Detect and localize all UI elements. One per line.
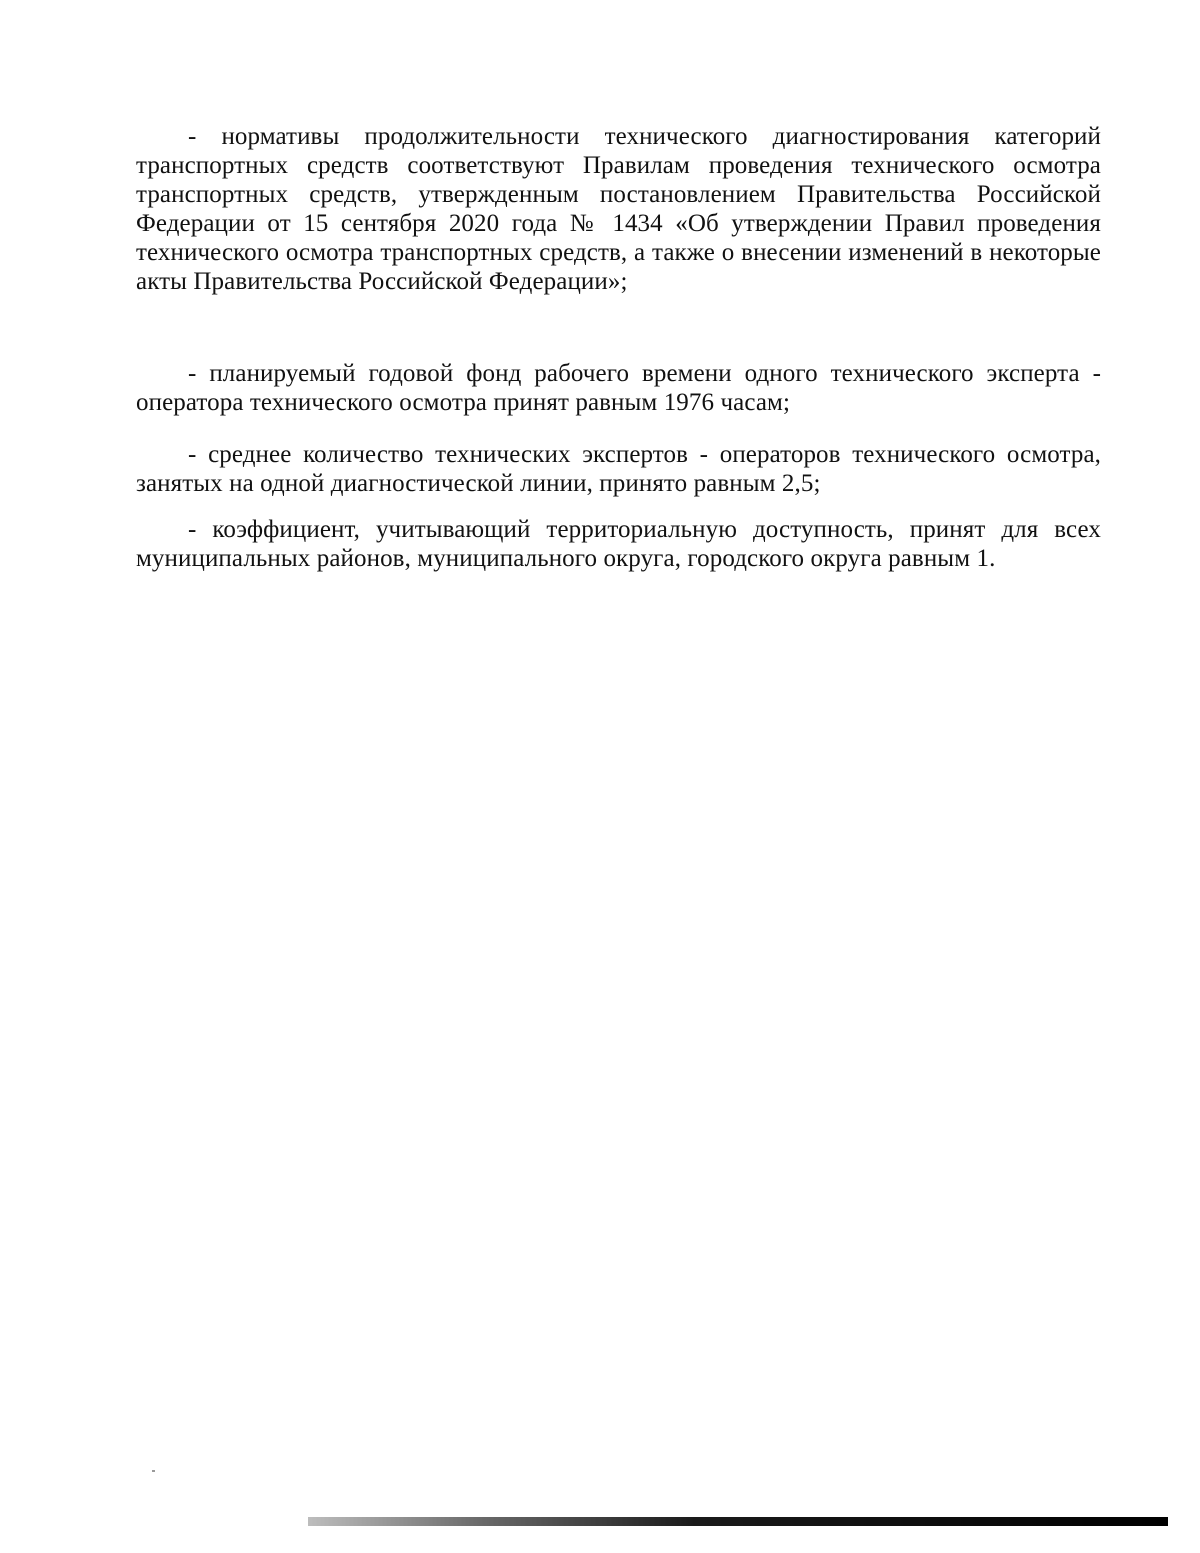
- paragraph-experts-per-line: - среднее количество технических экспертов - операторов технического осмотра, занятых на одной диагностической линии, принято равным 2,5;: [136, 441, 1101, 497]
- scan-bottom-edge-line: [308, 1517, 1168, 1526]
- paragraph-annual-working-time: - планируемый годовой фонд рабочего времени одного технического эксперта - оператора технического осмотра принят равным 1976 часам;: [136, 360, 1101, 416]
- scan-speck: [152, 1470, 155, 1472]
- paragraph-territorial-coefficient: - коэффициент, учитывающий территориальную доступность, принят для всех муниципальных районов, муниципального округа, городского округа равным 1.: [136, 516, 1101, 572]
- paragraph-inspection-duration-norms: - нормативы продолжительности технического диагностирования категорий транспортных средств соответствуют Правилам проведения технического осмотра транспортных средств, утвержденным постановлением Правительства Российской Федерации от 15 сентября 2020 года № 1434 «Об утверждении Правил проведения технического осмотра транспортных средств, а также о внесении изменений в некоторые акты Правительства Российской Федерации»;: [136, 123, 1101, 295]
- scan-bottom-edge-corner: [1162, 1517, 1168, 1526]
